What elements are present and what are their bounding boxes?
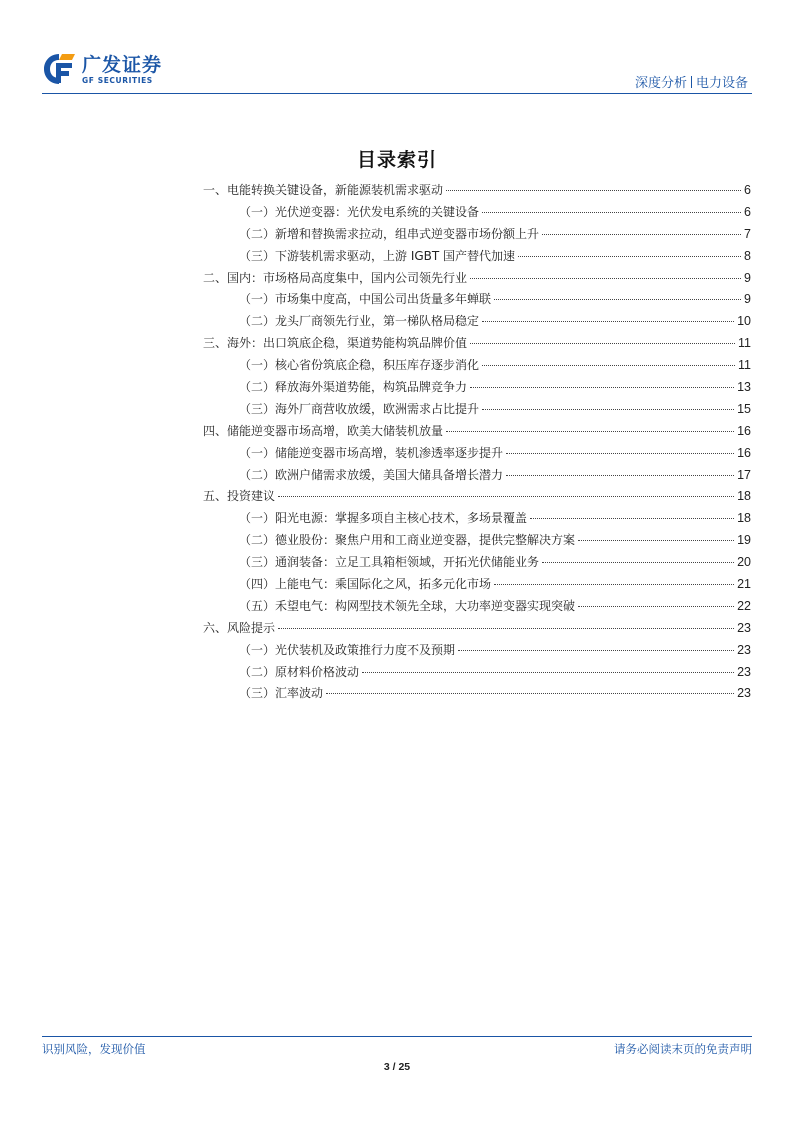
toc-page-number: 23	[737, 642, 751, 657]
toc-entry-title: （二）龙头厂商领先行业，第一梯队格局稳定	[239, 314, 480, 329]
toc-subsection-entry[interactable]	[203, 663, 751, 685]
toc-dot-leader	[482, 365, 735, 366]
toc-entry-title: 二、国内：市场格局高度集中，国内公司领先行业	[203, 270, 468, 285]
toc-page-number: 18	[737, 489, 751, 504]
toc-page-number: 18	[737, 511, 751, 526]
toc-page-number: 11	[738, 358, 751, 373]
toc-entry-title: （二）德业股份：聚焦户用和工商业逆变器，提供完整解决方案	[239, 533, 576, 548]
report-category	[635, 72, 748, 91]
toc-page-number: 7	[744, 226, 751, 241]
toc-page-number: 21	[737, 577, 751, 592]
toc-dot-leader	[470, 278, 741, 279]
toc-entry-title: （三）海外厂商营收放缓，欧洲需求占比提升	[239, 401, 480, 416]
toc-section-entry[interactable]	[203, 487, 751, 509]
toc-subsection-entry[interactable]	[203, 684, 751, 706]
toc-subsection-entry[interactable]	[203, 203, 751, 225]
sector-label: 电力设备	[695, 76, 748, 91]
toc-dot-leader	[494, 299, 741, 300]
category-label: 深度分析	[634, 76, 687, 91]
toc-entry-title: （一）储能逆变器市场高增，装机渗透率逐步提升	[239, 445, 504, 460]
toc-subsection-entry[interactable]	[203, 290, 751, 312]
toc-entry-title: 一、电能转换关键设备，新能源装机需求驱动	[203, 183, 444, 197]
toc-dot-leader	[278, 496, 734, 497]
toc-entry-title: （一）阳光电源：掌握多项自主核心技术，多场景覆盖	[239, 511, 528, 526]
header-divider	[42, 93, 752, 94]
toc-page-number: 20	[737, 555, 751, 570]
header-separator	[691, 76, 692, 88]
toc-page-number: 22	[737, 598, 751, 613]
toc-entry-title: （五）禾望电气：构网型技术领先全球，大功率逆变器实现突破	[239, 598, 576, 613]
toc-page-number: 8	[744, 248, 751, 263]
toc-subsection-entry[interactable]	[203, 444, 751, 466]
toc-subsection-entry[interactable]	[203, 509, 751, 531]
toc-page-number: 11	[738, 336, 751, 351]
toc-subsection-entry[interactable]	[203, 356, 751, 378]
toc-page-number: 16	[737, 423, 751, 438]
toc-dot-leader	[530, 518, 734, 519]
toc-subsection-entry[interactable]	[203, 575, 751, 597]
toc-entry-title: （一）市场集中度高，中国公司出货量多年蝉联	[239, 292, 492, 307]
toc-dot-leader	[542, 234, 741, 235]
toc-subsection-entry[interactable]	[203, 531, 751, 553]
toc-entry-title: （三）下游装机需求驱动，上游 IGBT 国产替代加速	[239, 248, 516, 263]
toc-dot-leader	[482, 321, 734, 322]
toc-subsection-entry[interactable]	[203, 641, 751, 663]
toc-entry-title: 四、储能逆变器市场高增，欧美大储装机放量	[203, 423, 444, 438]
toc-entry-title: 六、风险提示	[203, 620, 276, 635]
page-number: 3 / 25	[383, 1061, 411, 1073]
toc-dot-leader	[446, 431, 734, 432]
toc-dot-leader	[578, 540, 734, 541]
footer-disclaimer-note: 请务必阅读末页的免责声明	[614, 1042, 752, 1056]
toc-dot-leader	[326, 693, 734, 694]
toc-subsection-entry[interactable]	[203, 312, 751, 334]
toc-entry-title: （一）光伏装机及政策推行力度不及预期	[239, 642, 456, 657]
toc-dot-leader	[458, 650, 734, 651]
toc-entry-title: （二）释放海外渠道势能，构筑品牌竞争力	[239, 380, 468, 395]
toc-dot-leader	[470, 343, 735, 344]
toc-subsection-entry[interactable]	[203, 378, 751, 400]
toc-dot-leader	[494, 584, 734, 585]
company-logo	[42, 52, 162, 86]
logo-chinese-name: 广发证券	[82, 53, 163, 76]
toc-page-number: 17	[737, 467, 751, 482]
toc-section-entry[interactable]	[203, 334, 751, 356]
toc-dot-leader	[578, 606, 734, 607]
toc-dot-leader	[518, 256, 741, 257]
page-title: 目录索引	[356, 149, 437, 171]
toc-subsection-entry[interactable]	[203, 597, 751, 619]
toc-entry-title: （三）汇率波动	[239, 686, 324, 701]
toc-page-number: 23	[737, 620, 751, 635]
toc-entry-title: （二）新增和替换需求拉动，组串式逆变器市场份额上升	[239, 226, 540, 241]
toc-entry-title: （二）欧洲户储需求放缓，美国大储具备增长潜力	[239, 467, 504, 482]
toc-page-number: 15	[737, 401, 751, 416]
toc-dot-leader	[482, 212, 741, 213]
toc-entry-title: 三、海外：出口筑底企稳，渠道势能构筑品牌价值	[203, 336, 468, 351]
toc-dot-leader	[446, 190, 741, 191]
footer-divider	[42, 1036, 752, 1037]
toc-page-number: 23	[737, 686, 751, 701]
toc-subsection-entry[interactable]	[203, 400, 751, 422]
toc-entry-title: （一）光伏逆变器：光伏发电系统的关键设备	[239, 204, 480, 219]
toc-dot-leader	[482, 409, 734, 410]
table-of-contents	[203, 181, 751, 706]
toc-page-number: 6	[744, 183, 751, 197]
toc-entry-title: （四）上能电气：乘国际化之风，拓多元化市场	[239, 577, 492, 592]
toc-section-entry[interactable]	[203, 619, 751, 641]
toc-dot-leader	[542, 562, 734, 563]
toc-dot-leader	[506, 453, 734, 454]
toc-page-number: 10	[737, 314, 751, 329]
toc-dot-leader	[506, 475, 734, 476]
toc-subsection-entry[interactable]	[203, 553, 751, 575]
footer-slogan: 识别风险，发现价值	[42, 1042, 146, 1056]
toc-subsection-entry[interactable]	[203, 466, 751, 488]
toc-page-number: 6	[744, 204, 751, 219]
toc-page-number: 23	[737, 664, 751, 679]
toc-entry-title: （三）通润装备：立足工具箱柜领域，开拓光伏储能业务	[239, 555, 540, 570]
toc-entry-title: （二）原材料价格波动	[239, 664, 360, 679]
toc-page-number: 19	[737, 533, 751, 548]
toc-page-number: 13	[737, 380, 751, 395]
toc-entry-title: （一）核心省份筑底企稳，积压库存逐步消化	[239, 358, 480, 373]
gf-logo-icon	[42, 52, 76, 86]
toc-section-entry[interactable]	[203, 181, 751, 203]
toc-subsection-entry[interactable]	[203, 247, 751, 269]
toc-section-entry[interactable]	[203, 269, 751, 291]
page-header	[42, 52, 752, 96]
toc-dot-leader	[470, 387, 734, 388]
toc-dot-leader	[278, 628, 734, 629]
toc-entry-title: 五、投资建议	[203, 489, 276, 504]
toc-dot-leader	[362, 672, 734, 673]
toc-page-number: 9	[744, 270, 751, 285]
toc-subsection-entry[interactable]	[203, 225, 751, 247]
toc-page-number: 9	[744, 292, 751, 307]
toc-page-number: 16	[737, 445, 751, 460]
logo-english-name: GF SECURITIES	[82, 75, 153, 85]
toc-section-entry[interactable]	[203, 422, 751, 444]
